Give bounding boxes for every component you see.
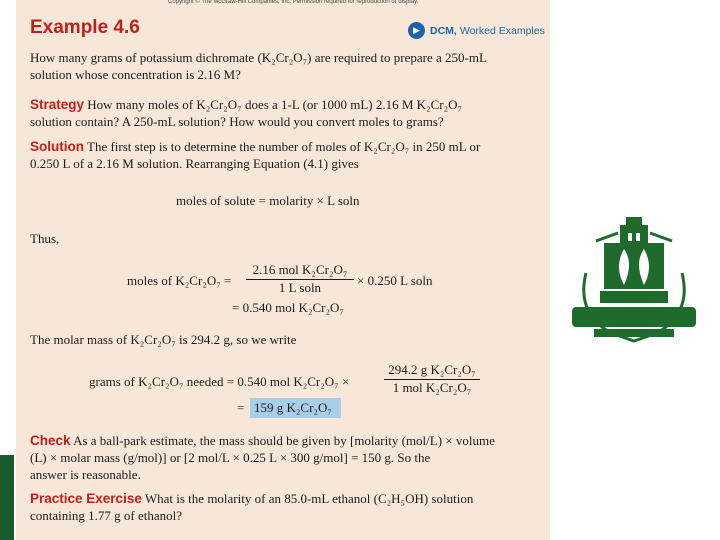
strategy-line-2: solution contain? A 250-mL solution? How would you convert moles to grams? (30, 114, 444, 129)
equation-3-equals: = (237, 400, 245, 415)
dcm-label-bold: DCM, (430, 24, 457, 37)
check-line-1: As a ball-park estimate, the mass should be given by [molarity (mol/L) × volume (73, 433, 495, 448)
strategy-text (30, 96, 542, 130)
equation-2-numerator: 2.16 mol K₂Cr₂O₇ (252, 262, 348, 277)
problem-text (30, 49, 542, 83)
copyright-notice: Copyright © The McGraw-Hill Companies, Inc. Permission required for reproduction or display. (168, 0, 419, 5)
equation-3-denominator: 1 mol K₂Cr₂O₇ (392, 380, 472, 395)
university-logo (566, 213, 702, 347)
dcm-label: Worked Examples (459, 24, 545, 37)
decorative-green-bar (0, 455, 14, 540)
solution-text (30, 138, 542, 172)
practice-line-1: What is the molarity of an 85.0-mL ethanol (C₂H₅OH) solution (144, 491, 474, 506)
equation-3-fraction (384, 362, 480, 396)
strategy-label: Strategy (30, 97, 85, 112)
equation-2-multiplier: × 0.250 L soln (357, 273, 433, 288)
practice-label: Practice Exercise (30, 491, 142, 506)
equation-molarity: moles of solute = molarity × L soln (176, 193, 360, 208)
thus-label: Thus, (30, 231, 60, 246)
practice-text (30, 490, 542, 524)
play-icon: ▶ (408, 22, 425, 39)
check-label: Check (30, 433, 71, 448)
molar-mass-text: The molar mass of K₂Cr₂O₇ is 294.2 g, so we write (30, 332, 297, 347)
equation-2-lhs: moles of K₂Cr₂O₇ = (127, 273, 232, 288)
strategy-line-1: How many moles of K₂Cr₂O₇ does a 1-L (or 1000 mL) 2.16 M K₂Cr₂O₇ (87, 97, 463, 112)
dcm-worked-examples-link[interactable] (408, 22, 545, 39)
check-line-2: (L) × molar mass (g/mol)] or [2 mol/L × 0.25 L × 300 g/mol] = 150 g. So the (30, 450, 431, 465)
example-title: Example 4.6 (30, 17, 140, 38)
solution-line-1: The first step is to determine the number of moles of K₂Cr₂O₇ in 250 mL or (87, 139, 481, 154)
solution-label: Solution (30, 139, 84, 154)
equation-2-denominator: 1 L soln (278, 280, 322, 295)
practice-line-2: containing 1.77 g of ethanol? (30, 508, 182, 523)
problem-line-1: How many grams of potassium dichromate (K₂Cr₂O₇) are required to prepare a 250-mL (30, 50, 487, 65)
equation-2-result: = 0.540 mol K₂Cr₂O₇ (232, 300, 344, 315)
equation-2-fraction (246, 262, 354, 296)
check-line-3: answer is reasonable. (30, 467, 141, 482)
equation-3-lhs: grams of K₂Cr₂O₇ needed = 0.540 mol K₂Cr₂O₇ × (89, 374, 350, 389)
equation-3-numerator: 294.2 g K₂Cr₂O₇ (388, 362, 476, 377)
check-text (30, 432, 542, 483)
solution-line-2: 0.250 L of a 2.16 M solution. Rearranging Equation (4.1) gives (30, 156, 359, 171)
problem-line-2: solution whose concentration is 2.16 M? (30, 67, 241, 82)
final-answer: 159 g K₂Cr₂O₇ (254, 400, 332, 415)
